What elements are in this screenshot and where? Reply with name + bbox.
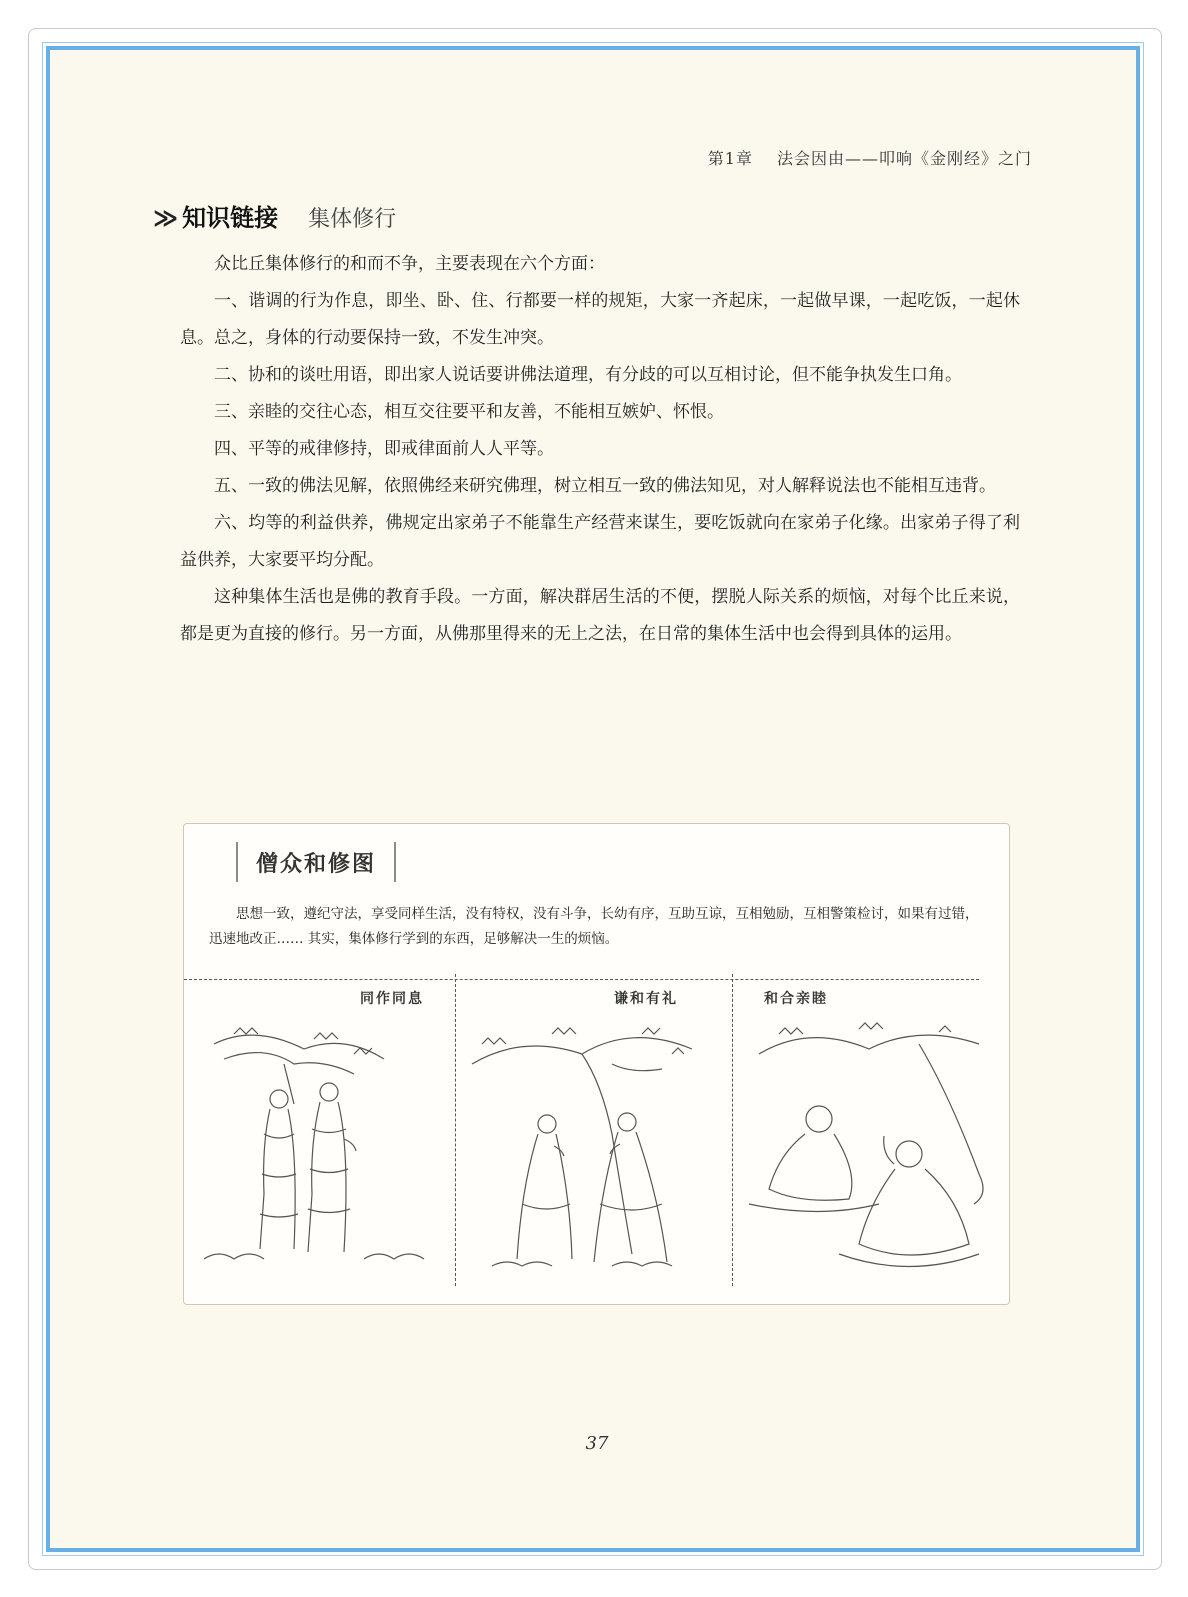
figure-caption: 思想一致，遵纪守法，享受同样生活，没有特权，没有斗争，长幼有序，互助互谅，互相勉励，互相警策检讨，如果有过错，迅速地改正…… 其实，集体修行学到的东西，足够解决一生的烦恼。	[209, 906, 979, 947]
illustration-figure	[183, 823, 1010, 1305]
paragraph: 这种集体生活也是佛的教育手段。一方面，解决群居生活的不便，摆脱人际关系的烦恼，对每个比丘来说，都是更为直接的修行。另一方面，从佛那里得来的无上之法，在日常的集体生活中也会得到具体的运用。	[180, 587, 1020, 644]
chapter-number: 第1章	[707, 149, 753, 168]
paragraph: 一、谐调的行为作息，即坐、卧、住、行都要一样的规矩，大家一齐起床，一起做早课，一起吃饭，一起休息。总之，身体的行动要保持一致，不发生冲突。	[180, 291, 1020, 348]
page-number: 37	[585, 1433, 609, 1454]
section-topic: 集体修行	[308, 207, 397, 232]
paragraph: 六、均等的利益供养，佛规定出家弟子不能靠生产经营来谋生，要吃饭就向在家弟子化缘。出家弟子得了利益供养，大家要平均分配。	[180, 513, 1020, 570]
paragraph: 五、一致的佛法见解，依照佛经来研究佛理，树立相互一致的佛法知见，对人解释说法也不能相互违背。	[214, 476, 996, 496]
panel-divider	[184, 979, 979, 980]
paragraph: 众比丘集体修行的和而不争，主要表现在六个方面：	[214, 254, 605, 274]
panel-separator	[455, 974, 456, 1286]
paragraph: 二、协和的谈吐用语，即出家人说话要讲佛法道理，有分歧的可以互相讨论，但不能争执发生口角。	[214, 365, 962, 385]
figure-title-frame	[236, 842, 396, 882]
panel-label-3: 和合亲睦	[764, 991, 828, 1007]
paragraph: 三、亲睦的交往心态，相互交往要平和友善，不能相互嫉妒、怀恨。	[214, 402, 724, 422]
paragraph: 四、平等的戒律修持，即戒律面前人人平等。	[214, 439, 554, 459]
panel-separator	[732, 974, 733, 1286]
monks-bowing-illustration	[462, 1004, 727, 1284]
knowledge-link-label: 知识链接	[182, 204, 279, 232]
body-text	[180, 246, 1020, 653]
book-page	[46, 46, 1140, 1552]
monks-walking-illustration	[194, 1004, 449, 1284]
running-header	[50, 146, 1032, 169]
panel-label-2: 谦和有礼	[614, 991, 678, 1007]
double-chevron-icon: ≫	[153, 204, 173, 232]
panel-label-1: 同作同息	[360, 991, 424, 1007]
section-heading	[153, 198, 396, 233]
figure-title: 僧众和修图	[256, 851, 377, 877]
chapter-title: 法会因由——叩响《金刚经》之门	[776, 149, 1032, 168]
monks-seated-illustration	[739, 1004, 1004, 1284]
